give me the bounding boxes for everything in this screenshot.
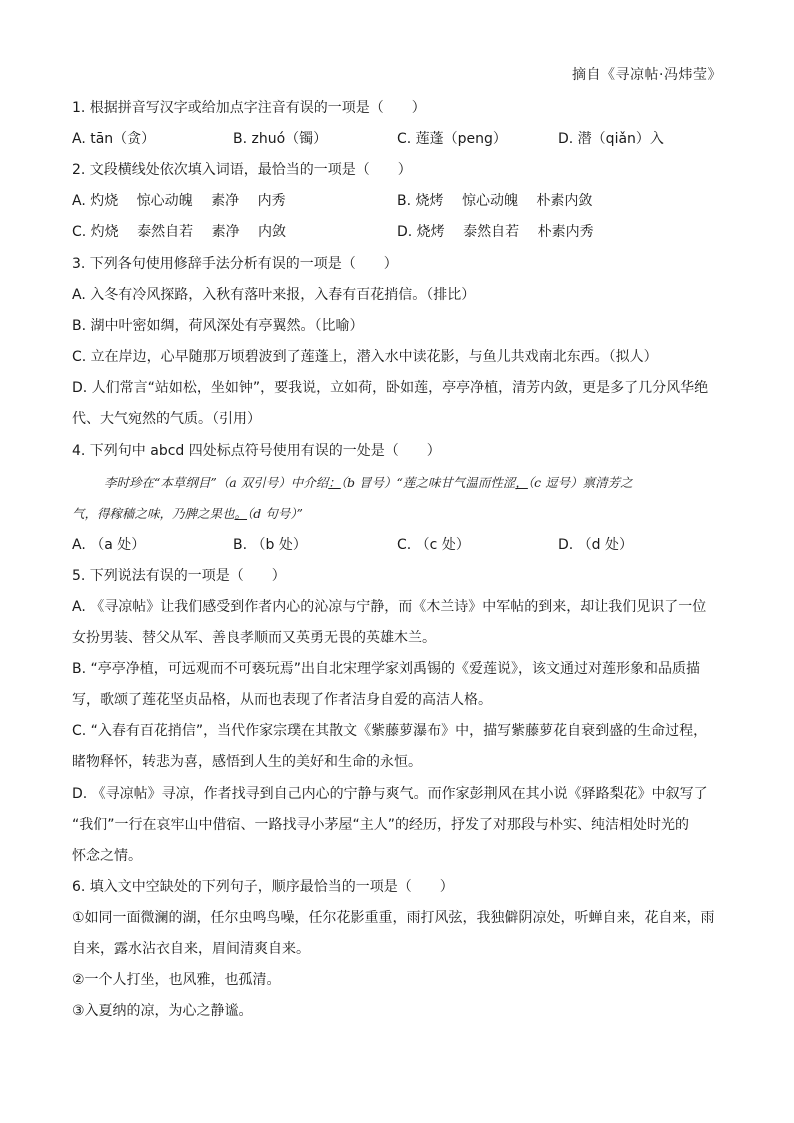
question-5-option-b-line2: 写，歌颂了莲花坚贞品格，从而也表现了作者洁身自爱的高洁人格。: [72, 692, 492, 708]
question-6-sentence-1-line1: ①如同一面微澜的湖，任尔虫鸣鸟噪，任尔花影重重，雨打风弦，我独僻阴凉处，听蝉自来，花自来，雨: [72, 910, 715, 926]
quote-segment: （b 冒号）“莲之味甘气温而性涩: [340, 475, 516, 490]
question-5-option-c-line1: C. “入春有百花捎信”，当代作家宗璞在其散文《紫藤萝瀑布》中，描写紫藤萝花自衰到盛的生命过程，: [72, 723, 708, 739]
question-5-stem: 5. 下列说法有误的一项是（ ）: [72, 568, 286, 584]
question-2-option-a: A. 灼烧 惊心动魄 素净 内秀: [72, 193, 286, 209]
question-4-quote-line2: [72, 504, 303, 522]
quote-comma-mark: ，: [515, 475, 528, 490]
question-1-option-a: A. tān（贪）: [72, 131, 156, 147]
question-5-option-d-line3: 怀念之情。: [72, 848, 142, 864]
question-5-option-d-line1: D. 《寻凉帖》寻凉，作者找寻到自己内心的宁静与爽气。而作家彭荆风在其小说《驿路梨花》中叙写了: [72, 786, 708, 802]
question-1-option-d: D. 潜（qiǎn）入: [558, 131, 664, 147]
question-6-sentence-2: ②一个人打坐，也风雅，也孤清。: [72, 972, 281, 988]
question-4-option-c: C. （c 处）: [397, 537, 470, 553]
quote-segment: （c 逗号）禀清芳之: [527, 475, 633, 490]
question-3-option-c: C. 立在岸边，心早随那万顷碧波到了莲蓬上，潜入水中读花影，与鱼儿共戏南北东西。（拟人）: [72, 349, 658, 365]
question-2-option-b: B. 烧烤 惊心动魄 朴素内敛: [397, 193, 593, 209]
quote-period-mark: 。: [234, 506, 248, 521]
question-1-option-c: C. 莲蓬（peng）: [397, 131, 507, 147]
question-1-stem: 1. 根据拼音写汉字或给加点字注音有误的一项是（ ）: [72, 100, 426, 116]
question-2-stem: 2. 文段横线处依次填入词语，最恰当的一项是（ ）: [72, 162, 412, 178]
question-4-option-a: A. （a 处）: [72, 537, 146, 553]
question-2-option-c: C. 灼烧 泰然自若 素净 内敛: [72, 224, 287, 240]
question-5-option-d-line2: “我们”一行在哀牢山中借宿、一路找寻小茅屋“主人”的经历，抒发了对那段与朴实、纯洁相处时光的: [72, 817, 690, 833]
question-6-sentence-1-line2: 自来，露水沾衣自来，眉间清爽自来。: [72, 941, 310, 957]
quote-colon-mark: ：: [328, 475, 341, 490]
question-3-option-d-line2: 代、大气宛然的气质。（引用）: [72, 411, 261, 427]
question-5-option-c-line2: 睹物释怀，转悲为喜，感悟到人生的美好和生命的永恒。: [72, 754, 422, 770]
question-4-stem: 4. 下列句中 abcd 四处标点符号使用有误的一处是（ ）: [72, 443, 441, 459]
question-3-option-a: A. 入冬有冷风探路，入秋有落叶来报，入春有百花捎信。（排比）: [72, 287, 476, 303]
question-4-option-d: D. （d 处）: [558, 537, 634, 553]
question-3-option-d-line1: D. 人们常言“站如松，坐如钟”，要我说，立如荷，卧如莲，亭亭净植，清芳内敛，更是多了几分风华绝: [72, 380, 709, 396]
question-5-option-a-line1: A. 《寻凉帖》让我们感受到作者内心的沁凉与宁静，而《木兰诗》中军帖的到来，却让我们见识了一位: [72, 599, 707, 615]
quote-segment: （d 句号）”: [247, 506, 303, 521]
question-3-option-b: B. 湖中叶密如绸，荷风深处有亭翼然。（比喻）: [72, 318, 364, 334]
question-4-quote-line1: [104, 473, 633, 491]
quote-segment: 气，得稼穑之味，乃脾之果也: [72, 506, 235, 521]
question-6-sentence-3: ③入夏纳的凉，为心之静谧。: [72, 1003, 253, 1019]
question-2-option-d: D. 烧烤 泰然自若 朴素内秀: [397, 224, 594, 240]
quote-segment: 李时珍在“本草纲目”（a 双引号）中介绍: [104, 475, 329, 490]
question-4-option-b: B. （b 处）: [233, 537, 307, 553]
question-6-stem: 6. 填入文中空缺处的下列句子，顺序最恰当的一项是（ ）: [72, 879, 454, 895]
question-3-stem: 3. 下列各句使用修辞手法分析有误的一项是（ ）: [72, 256, 398, 272]
source-citation: 摘自《寻凉帖·冯炜莹》: [572, 67, 722, 83]
question-5-option-b-line1: B. “亭亭净植，可远观而不可亵玩焉”出自北宋理学家刘禹锡的《爱莲说》，该文通过对莲形象和品质描: [72, 661, 701, 677]
question-5-option-a-line2: 女扮男装、替父从军、善良孝顺而又英勇无畏的英雄木兰。: [72, 630, 436, 646]
question-1-option-b: B. zhuó（镯）: [233, 131, 328, 147]
